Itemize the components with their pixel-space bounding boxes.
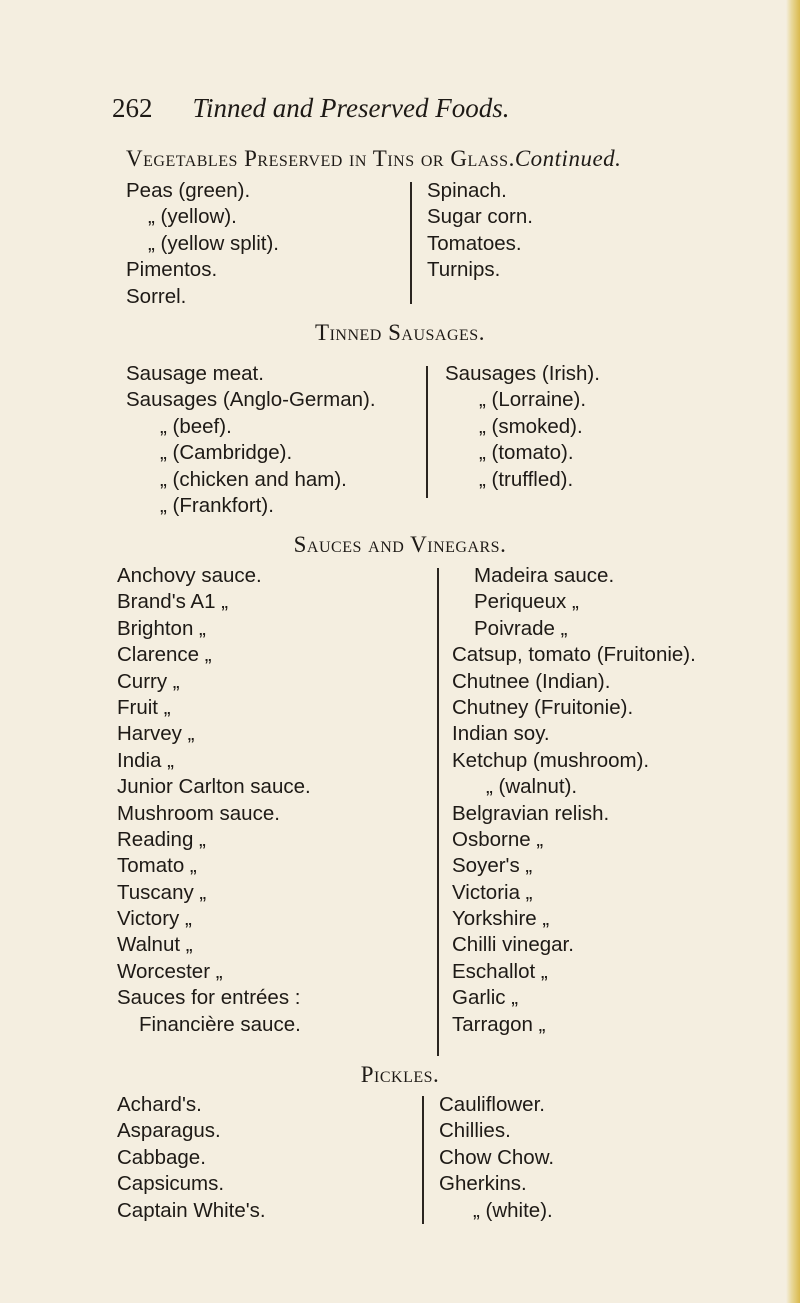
list-item: Soyer's „ bbox=[452, 854, 533, 878]
list-item: „ (Lorraine). bbox=[479, 388, 587, 412]
vegetables-heading-text: Vegetables Preserved in Tins or Glass. bbox=[126, 146, 515, 171]
list-item: Chutnee (Indian). bbox=[452, 669, 611, 693]
list-item: Sausages (Irish). bbox=[445, 362, 600, 385]
page-edge bbox=[786, 0, 800, 1303]
list-item: Harvey „ bbox=[117, 722, 195, 746]
list-item: Chutney (Fruitonie). bbox=[452, 695, 634, 719]
column-divider bbox=[437, 568, 439, 1056]
list-item: „ (smoked). bbox=[479, 414, 583, 438]
list-item: Indian soy. bbox=[452, 722, 550, 746]
list-item: Capsicums. bbox=[117, 1172, 225, 1196]
section-heading-sauces: Sauces and Vinegars. bbox=[293, 532, 507, 557]
section-heading-sausages: Tinned Sausages. bbox=[315, 320, 485, 345]
list-item: Junior Carlton sauce. bbox=[117, 775, 311, 799]
sauces-right-column bbox=[452, 563, 696, 1038]
list-item: „ (chicken and ham). bbox=[160, 467, 347, 491]
list-item: Anchovy sauce. bbox=[117, 564, 262, 587]
list-item: Periqueux „ bbox=[474, 590, 579, 614]
list-item: Yorkshire „ bbox=[452, 907, 550, 931]
column-divider bbox=[410, 182, 412, 304]
list-item: Sugar corn. bbox=[427, 205, 533, 229]
list-item: Spinach. bbox=[427, 179, 507, 202]
list-item: „ (walnut). bbox=[486, 775, 578, 799]
list-item: Cauliflower. bbox=[439, 1093, 545, 1116]
list-item: Victoria „ bbox=[452, 880, 533, 904]
list-item: Catsup, tomato (Fruitonie). bbox=[452, 643, 696, 667]
list-item: Garlic „ bbox=[452, 986, 519, 1010]
list-item: Chow Chow. bbox=[439, 1145, 555, 1169]
list-item: Curry „ bbox=[117, 669, 180, 693]
list-item: „ (Frankfort). bbox=[160, 493, 274, 517]
list-item: Financière sauce. bbox=[139, 1012, 301, 1036]
list-item: Gherkins. bbox=[439, 1172, 527, 1196]
list-item: Ketchup (mushroom). bbox=[452, 748, 650, 772]
list-item: Victory „ bbox=[117, 907, 192, 931]
list-item: Tuscany „ bbox=[117, 880, 207, 904]
list-item: Sausage meat. bbox=[126, 362, 264, 385]
page-number: 262 bbox=[112, 93, 153, 123]
list-item: „ (white). bbox=[473, 1198, 553, 1222]
sausages-left-column bbox=[126, 361, 376, 519]
list-item: „ (truffled). bbox=[479, 467, 574, 491]
list-item: „ (yellow split). bbox=[148, 231, 279, 255]
list-item: Brand's A1 „ bbox=[117, 590, 229, 614]
list-item: Chillies. bbox=[439, 1119, 511, 1143]
list-item: Reading „ bbox=[117, 827, 206, 851]
list-item: „ (beef). bbox=[160, 414, 232, 438]
list-item: Pimentos. bbox=[126, 258, 218, 282]
column-divider bbox=[426, 366, 428, 498]
list-item: India „ bbox=[117, 748, 174, 772]
list-item: Osborne „ bbox=[452, 827, 544, 851]
list-item: Worcester „ bbox=[117, 959, 223, 983]
list-item: Sauces for entrées : bbox=[117, 986, 301, 1010]
pickles-left-column bbox=[117, 1092, 266, 1224]
list-item: Turnips. bbox=[427, 258, 501, 282]
list-item: Belgravian relish. bbox=[452, 801, 610, 825]
list-item: Tarragon „ bbox=[452, 1012, 546, 1036]
list-item: Peas (green). bbox=[126, 179, 251, 202]
list-item: „ (Cambridge). bbox=[160, 441, 293, 465]
list-item: Walnut „ bbox=[117, 933, 193, 957]
section-heading-pickles: Pickles. bbox=[360, 1062, 440, 1087]
list-item: Tomatoes. bbox=[427, 231, 522, 255]
list-item: Achard's. bbox=[117, 1093, 202, 1116]
section-heading-vegetables bbox=[126, 146, 786, 172]
list-item: Mushroom sauce. bbox=[117, 801, 280, 825]
list-item: Captain White's. bbox=[117, 1198, 266, 1222]
list-item: „ (tomato). bbox=[479, 441, 574, 465]
sauces-left-column bbox=[117, 563, 311, 1038]
list-item: Asparagus. bbox=[117, 1119, 221, 1143]
page-title: Tinned and Preserved Foods. bbox=[192, 93, 510, 123]
list-item: „ (yellow). bbox=[148, 205, 237, 229]
list-item: Cabbage. bbox=[117, 1145, 206, 1169]
list-item: Chilli vinegar. bbox=[452, 933, 574, 957]
list-item: Poivrade „ bbox=[474, 616, 568, 640]
list-item: Clarence „ bbox=[117, 643, 212, 667]
list-item: Brighton „ bbox=[117, 616, 206, 640]
list-item: Fruit „ bbox=[117, 695, 171, 719]
column-divider bbox=[422, 1096, 424, 1224]
list-item: Tomato „ bbox=[117, 854, 197, 878]
list-item: Sausages (Anglo-German). bbox=[126, 388, 376, 412]
list-item: Eschallot „ bbox=[452, 959, 548, 983]
vegetables-left-column bbox=[126, 178, 279, 310]
list-item: Madeira sauce. bbox=[474, 564, 615, 587]
list-item: Sorrel. bbox=[126, 284, 187, 308]
sausages-right-column bbox=[445, 361, 600, 493]
running-head bbox=[112, 93, 612, 124]
pickles-right-column bbox=[439, 1092, 554, 1224]
continued-label: Continued. bbox=[514, 146, 622, 171]
vegetables-right-column bbox=[427, 178, 533, 284]
